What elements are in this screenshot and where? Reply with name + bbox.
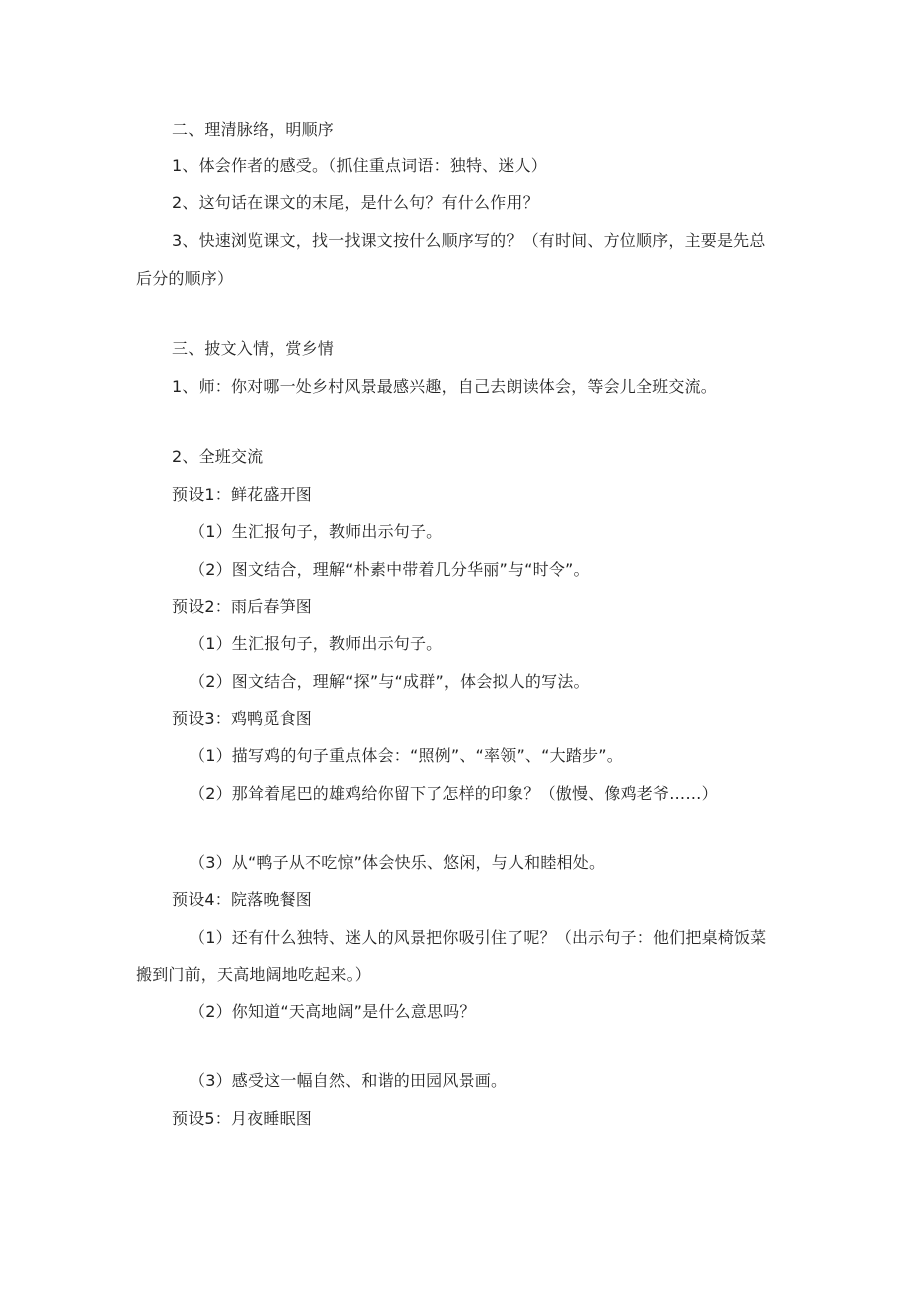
paragraph-line: （3）从“鸭子从不吃惊”体会快乐、悠闲，与人和睦相处。 (189, 853, 606, 872)
preset-heading-4: 预设4：院落晚餐图 (172, 890, 312, 909)
paragraph-line: 后分的顺序） (136, 269, 234, 288)
preset-heading-5: 预设5：月夜睡眠图 (172, 1109, 312, 1128)
paragraph-line: 搬到门前，天高地阔地吃起来。） (136, 965, 372, 984)
paragraph-line: （2）那耸着尾巴的雄鸡给你留下了怎样的印象？（傲慢、像鸡老爷……） (189, 784, 718, 803)
paragraph-line: 1、体会作者的感受。（抓住重点词语：独特、迷人） (172, 156, 547, 175)
preset-heading-1: 预设1：鲜花盛开图 (172, 485, 312, 504)
section-heading-3: 三、披文入情，赏乡情 (172, 339, 335, 358)
paragraph-line: （1）生汇报句子，教师出示句子。 (189, 634, 443, 653)
paragraph-line: 2、全班交流 (172, 447, 264, 466)
paragraph-line: （2）图文结合，理解“朴素中带着几分华丽”与“时令”。 (189, 560, 590, 579)
paragraph-line: （1）描写鸡的句子重点体会：“照例”、“率领”、“大踏步”。 (189, 746, 623, 765)
paragraph-line: 1、师：你对哪一处乡村风景最感兴趣，自己去朗读体会，等会儿全班交流。 (172, 377, 717, 396)
paragraph-line: （3）感受这一幅自然、和谐的田园风景画。 (189, 1071, 508, 1090)
paragraph-line: 3、快速浏览课文，找一找课文按什么顺序写的？（有时间、方位顺序，主要是先总 (172, 231, 766, 250)
section-heading-2: 二、理清脉络，明顺序 (172, 120, 335, 139)
preset-heading-3: 预设3：鸡鸭觅食图 (172, 709, 312, 728)
preset-heading-2: 预设2：雨后春笋图 (172, 597, 312, 616)
paragraph-line: （2）图文结合，理解“探”与“成群”，体会拟人的写法。 (189, 672, 590, 691)
paragraph-line: （2）你知道“天高地阔”是什么意思吗？ (189, 1002, 476, 1021)
paragraph-line: 2、这句话在课文的末尾，是什么句？有什么作用？ (172, 193, 539, 212)
paragraph-line: （1）生汇报句子，教师出示句子。 (189, 522, 443, 541)
paragraph-line: （1）还有什么独特、迷人的风景把你吸引住了呢？（出示句子：他们把桌椅饭菜 (189, 928, 767, 947)
